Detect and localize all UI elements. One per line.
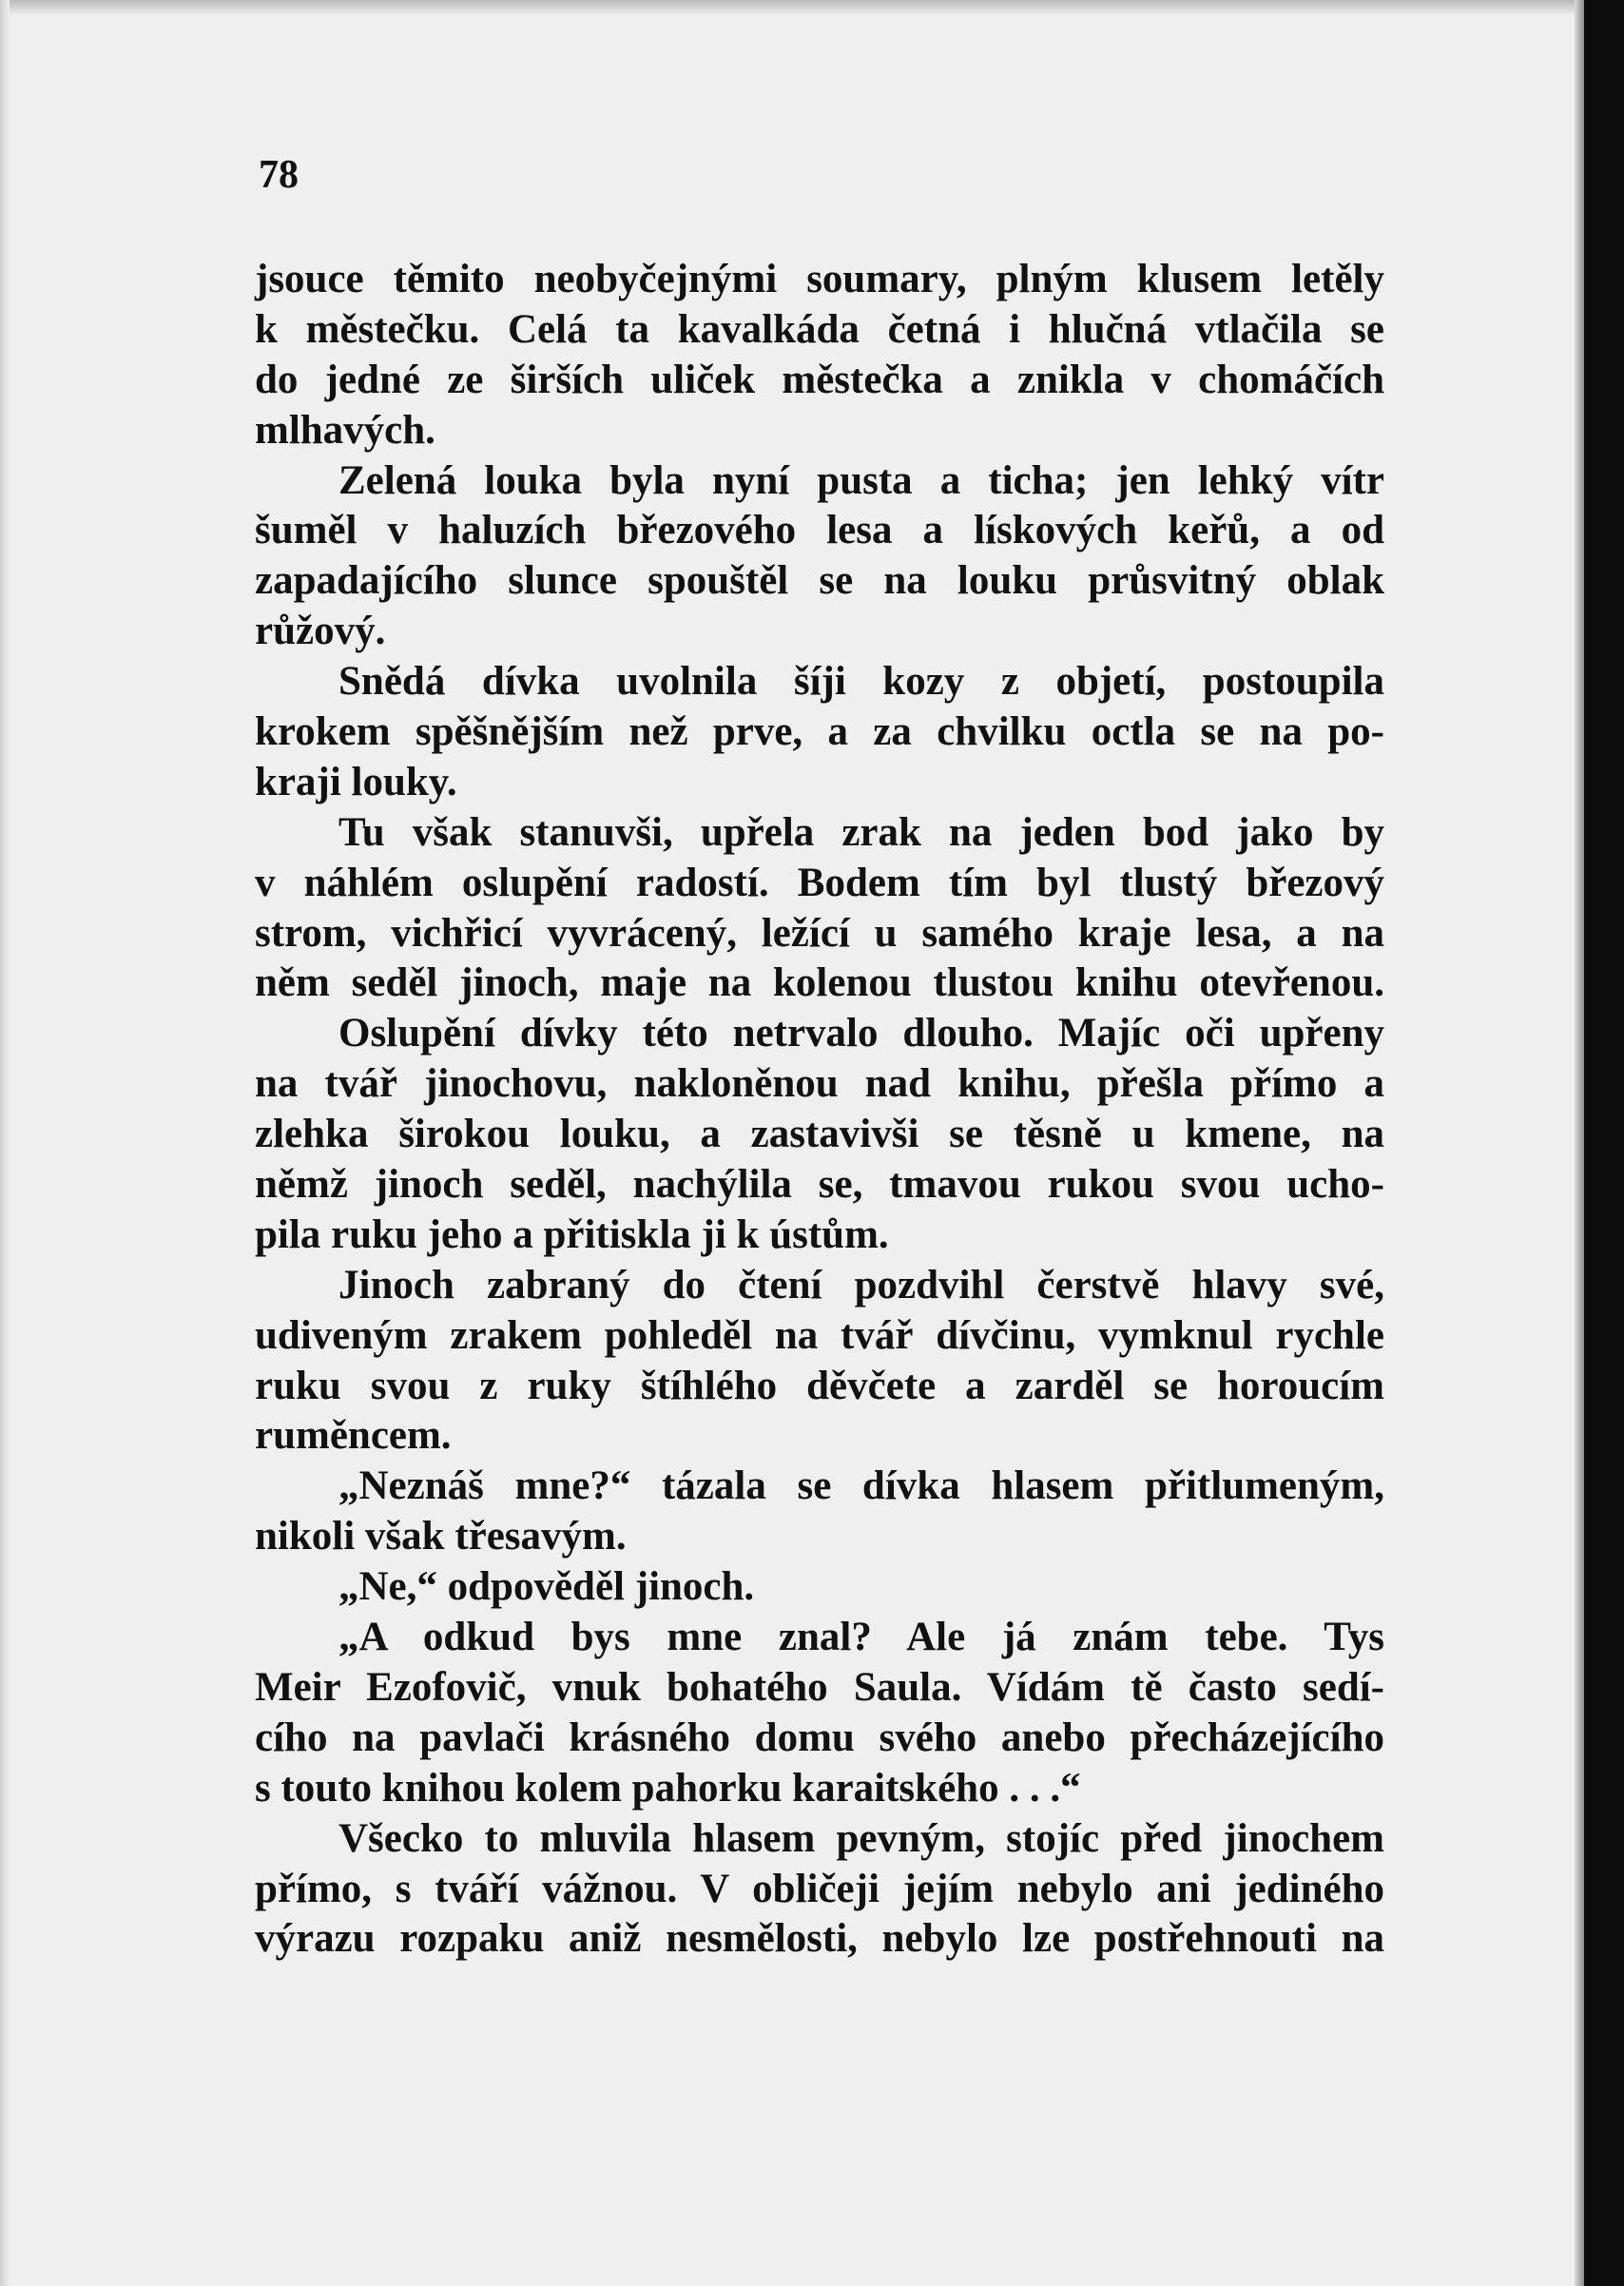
text-line: výrazu rozpaku aniž nesmělosti, nebylo lze postřehnouti na [255, 1916, 1384, 1962]
paragraph [255, 657, 1384, 808]
paragraph [255, 1562, 1384, 1613]
scan-left-edge [0, 0, 10, 2286]
text-line: ruměncem. [255, 1413, 452, 1459]
text-line: „A odkud bys mne znal? Ale já znám tebe. Tys [338, 1615, 1384, 1660]
text-line: Snědá dívka uvolnila šíji kozy z objetí, postoupila [338, 659, 1384, 705]
paragraph [255, 1261, 1384, 1463]
text-line: němž jinoch seděl, nachýlila se, tmavou rukou svou ucho- [255, 1162, 1384, 1208]
text-line: něm seděl jinoch, maje na kolenou tlustou knihu otevřenou. [255, 960, 1384, 1006]
text-line: zlehka širokou louku, a zastavivši se těsně u kmene, na [255, 1112, 1384, 1157]
text-line: růžový. [255, 609, 386, 654]
text-line: kraji louky. [255, 759, 457, 804]
text-line: zapadajícího slunce spouštěl se na louku průsvitný oblak [255, 558, 1384, 604]
text-line: Všecko to mluvila hlasem pevným, stojíc před jinochem [338, 1815, 1384, 1861]
text-line: Tu však stanuvši, upřela zrak na jeden bod jako by [338, 809, 1384, 855]
body-text [255, 255, 1384, 1965]
text-line: do jedné ze širších uliček městečka a znikla v chomáčích [255, 357, 1384, 402]
text-line: přímo, s tváří vážnou. V obličeji jejím nebylo ani jediného [255, 1866, 1384, 1911]
text-line: Meir Ezofovič, vnuk bohatého Saula. Vídám tě často sedí- [255, 1664, 1384, 1710]
text-line: nikoli však třesavým. [255, 1514, 627, 1560]
text-line: ruku svou z ruky štíhlého děvčete a zarděl se horoucím [255, 1363, 1384, 1408]
text-line: Jinoch zabraný do čtení pozdvihl čerstvě hlavy své, [338, 1262, 1384, 1308]
scan-right-border [1584, 0, 1624, 2286]
paragraph [255, 1814, 1384, 1966]
paragraph [255, 1009, 1384, 1260]
text-line: Oslupění dívky této netrvalo dlouho. Majíc oči upřeny [338, 1011, 1384, 1056]
text-line: v náhlém oslupění radostí. Bodem tím byl tlustý březový [255, 860, 1384, 905]
text-line: „Ne,“ odpověděl jinoch. [338, 1564, 755, 1610]
paragraph [255, 808, 1384, 1010]
text-line: „Neznáš mne?“ tázala se dívka hlasem přitlumeným, [338, 1463, 1384, 1509]
text-line: mlhavých. [255, 407, 435, 453]
scan-page-edge [1575, 0, 1584, 2286]
text-line: šuměl v haluzích březového lesa a lískových keřů, a od [255, 508, 1384, 553]
text-line: krokem spěšnějším než prve, a za chvilku octla se na po- [255, 709, 1384, 755]
text-line: s touto knihou kolem pahorku karaitského . . .“ [255, 1765, 1081, 1811]
text-line: jsouce těmito neobyčejnými soumary, plným klusem letěly [255, 257, 1384, 301]
text-line: strom, vichřicí vyvrácený, ležící u samého kraje lesa, a na [255, 910, 1384, 956]
text-line: Zelená louka byla nyní pusta a ticha; jen lehký vítr [338, 457, 1384, 503]
text-line: udiveným zrakem pohleděl na tvář dívčinu, vymknul rychle [255, 1312, 1384, 1358]
paragraph [255, 1613, 1384, 1814]
paragraph [255, 1462, 1384, 1562]
text-line: cího na pavlači krásného domu svého anebo přecházejícího [255, 1714, 1384, 1760]
text-line: na tvář jinochovu, nakloněnou nad knihu, přešla přímo a [255, 1061, 1384, 1107]
scan-top-edge [0, 0, 1580, 15]
text-line: pila ruku jeho a přitiskla ji k ústům. [255, 1211, 889, 1257]
page-number: 78 [259, 153, 299, 197]
paragraph [255, 255, 1384, 456]
paragraph [255, 456, 1384, 658]
text-line: k městečku. Celá ta kavalkáda četná i hlučná vtlačila se [255, 306, 1384, 352]
